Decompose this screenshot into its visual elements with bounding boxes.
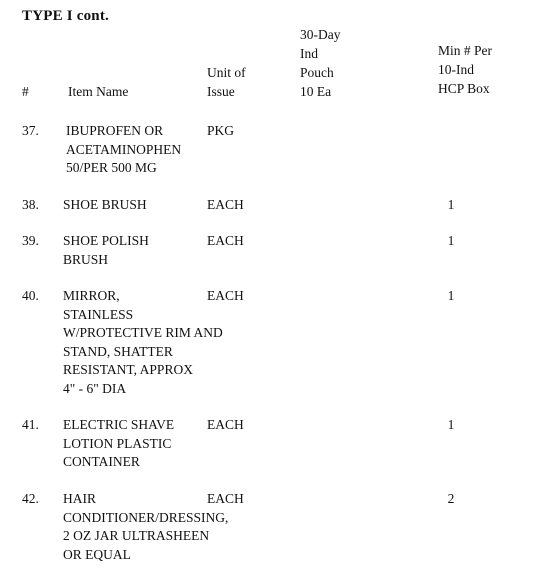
row-min-per-box: 2	[447, 491, 455, 506]
column-header-pouch: 30-Day Ind Pouch 10 Ea	[300, 27, 341, 99]
row-item-name: SHOE BRUSH	[63, 197, 147, 212]
row-item-name: IBUPROFEN OR ACETAMINOPHEN 50/PER 500 MG	[66, 123, 182, 175]
row-item-name: MIRROR, STAINLESS W/PROTECTIVE RIM AND STAND, SHATTER RESISTANT, APPROX 4" - 6" DIA	[63, 288, 223, 396]
row-min-per-box: 1	[447, 288, 455, 303]
column-header-number: #	[22, 84, 29, 99]
column-header-unit-of-issue: Unit of Issue	[207, 65, 246, 99]
row-number: 37.	[22, 123, 39, 138]
row-unit: EACH	[207, 491, 244, 506]
row-unit: EACH	[207, 233, 244, 248]
column-header-min-per-box: Min # Per 10-Ind HCP Box	[438, 43, 492, 96]
page-title: TYPE I cont.	[22, 8, 109, 24]
row-unit: PKG	[207, 123, 235, 138]
row-item-name: SHOE POLISH BRUSH	[63, 233, 149, 267]
row-number: 42.	[22, 491, 39, 506]
row-item-name: ELECTRIC SHAVE LOTION PLASTIC CONTAINER	[63, 417, 175, 469]
row-number: 40.	[22, 288, 39, 303]
row-number: 41.	[22, 417, 39, 432]
row-min-per-box: 1	[447, 417, 455, 432]
row-item-name: HAIR CONDITIONER/DRESSING, 2 OZ JAR ULTRASHEEN OR EQUAL	[63, 491, 229, 562]
row-unit: EACH	[207, 197, 244, 212]
row-min-per-box: 1	[447, 197, 455, 212]
row-number: 39.	[22, 233, 39, 248]
row-min-per-box: 1	[447, 233, 455, 248]
row-number: 38.	[22, 197, 39, 212]
row-unit: EACH	[207, 417, 244, 432]
row-unit: EACH	[207, 288, 244, 303]
column-header-item-name: Item Name	[68, 84, 129, 99]
